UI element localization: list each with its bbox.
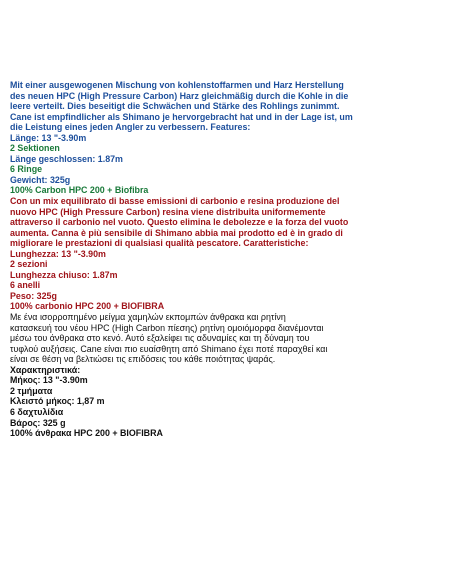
italian-section bbox=[10, 196, 444, 312]
german-paragraph-line: des neuen HPC (High Pressure Carbon) Harz gleichmäßig durch die Kohle in die bbox=[10, 90, 349, 101]
italian-spec-weight: Peso: 325g bbox=[10, 290, 57, 301]
german-paragraph-line: die Leistung eines jeden Angler zu verbessern. Features: bbox=[10, 122, 251, 133]
german-paragraph-line: Mit einer ausgewogenen Mischung von kohlenstoffarmen und Harz Herstellung bbox=[10, 80, 344, 90]
german-spec-weight: Gewicht: 325g bbox=[10, 174, 71, 185]
german-paragraph-line: Cane ist empfindlicher als Shimano je hervorgebracht hat und in der Lage ist, um bbox=[10, 111, 353, 122]
greek-section bbox=[10, 312, 444, 439]
greek-spec-sections: 2 τμήματα bbox=[10, 385, 53, 396]
italian-paragraph-line: attraverso il carbonio nel vuoto. Questo elimina le debolezze e la forza del vuoto bbox=[10, 217, 349, 228]
greek-paragraph-line: μέσω του άνθρακα στο κενό. Αυτό εξαλείφει τις αδυναμίες και τη δύναμη του bbox=[10, 333, 310, 344]
greek-paragraph-line: κατασκευή του νέου HPC (High Carbon πίεσης) ρητίνη ομοιόμορφα διανέμονται bbox=[10, 322, 324, 333]
german-spec-material: 100% Carbon HPC 200 + Biofibra bbox=[10, 185, 149, 196]
german-paragraph-line: leere verteilt. Dies beseitigt die Schwächen und Stärke des Rohlings zunimmt. bbox=[10, 101, 340, 112]
greek-paragraph-line: τυφλού αυξήσεις. Cane είναι πιο ευαίσθητη από Shimano έχει ποτέ παραχθεί και bbox=[10, 343, 328, 354]
italian-paragraph-line: aumenta. Canna è più sensibile di Shimano abbia mai prodotto ed è in grado di bbox=[10, 227, 343, 238]
italian-spec-sections: 2 sezioni bbox=[10, 259, 48, 270]
italian-paragraph-line: Con un mix equilibrato di basse emissioni di carbonio e resina produzione del bbox=[10, 196, 340, 207]
greek-spec-length: Μήκος: 13 "-3.90m bbox=[10, 375, 88, 386]
greek-features-heading: Χαρακτηριστικά: bbox=[10, 364, 81, 375]
italian-spec-closed-length: Lunghezza chiuso: 1.87m bbox=[10, 269, 118, 280]
italian-spec-rings: 6 anelli bbox=[10, 280, 41, 291]
greek-spec-rings: 6 δαχτυλίδια bbox=[10, 406, 64, 417]
italian-spec-material: 100% carbonio HPC 200 + BIOFIBRA bbox=[10, 301, 165, 312]
italian-spec-length: Lunghezza: 13 "-3.90m bbox=[10, 248, 106, 259]
greek-spec-weight: Βάρος: 325 g bbox=[10, 417, 66, 428]
greek-spec-closed-length: Κλειστό μήκος: 1,87 m bbox=[10, 396, 105, 407]
italian-paragraph-line: migliorare le prestazioni di qualsiasi qualità pescatore. Caratteristiche: bbox=[10, 238, 309, 249]
german-spec-length: Länge: 13 "-3.90m bbox=[10, 132, 87, 143]
german-section bbox=[10, 80, 444, 196]
greek-spec-material: 100% άνθρακα HPC 200 + BIOFIBRA bbox=[10, 428, 163, 439]
german-spec-sections: 2 Sektionen bbox=[10, 143, 60, 154]
greek-paragraph-line: Με ένα ισορροπημένο μείγμα χαμηλών εκπομπών άνθρακα και ρητίνη bbox=[10, 312, 286, 323]
product-description bbox=[10, 80, 444, 439]
italian-paragraph-line: nuovo HPC (High Pressure Carbon) resina viene distribuita uniformemente bbox=[10, 206, 326, 217]
german-spec-rings: 6 Ringe bbox=[10, 164, 43, 175]
german-spec-closed-length: Länge geschlossen: 1.87m bbox=[10, 153, 123, 164]
greek-paragraph-line: είναι σε θέση να βελτιώσει τις επιδόσεις του κάθε ποιότητας ψαράς. bbox=[10, 354, 276, 365]
